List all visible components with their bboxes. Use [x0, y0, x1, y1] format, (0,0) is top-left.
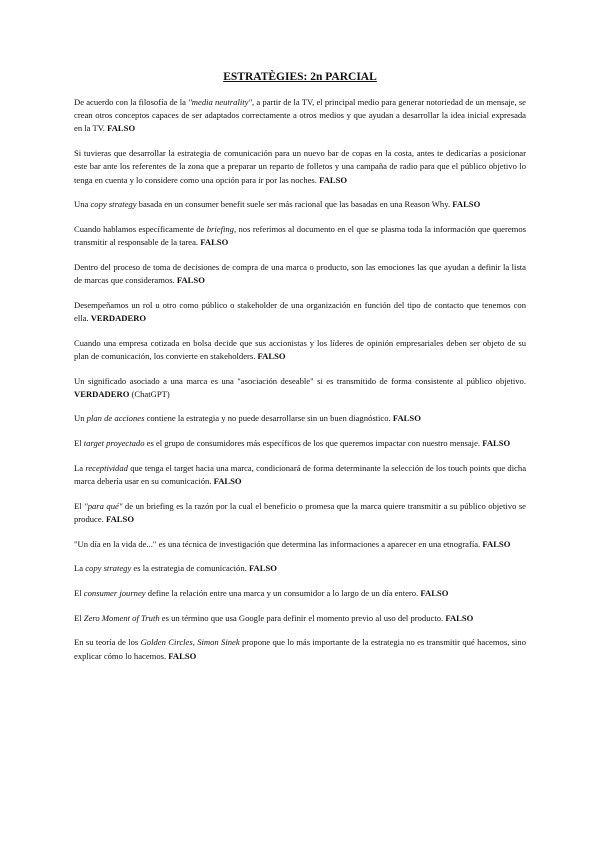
- question-text: De acuerdo con la filosofía de la: [74, 97, 189, 107]
- answer-label: FALSO: [200, 237, 229, 248]
- answer-label: FALSO: [168, 650, 197, 661]
- question-text: Cuando hablamos específicamente de: [74, 223, 207, 234]
- answer-label: FALSO: [319, 174, 348, 185]
- question-item: [74, 538, 526, 551]
- question-term: receptividad: [85, 462, 128, 473]
- question-item: [74, 636, 526, 662]
- answer-label: FALSO: [420, 588, 449, 599]
- question-text: Si tuvieras que desarrollar la estrategia de comunicación para un nuevo bar de copas en la costa, antes te dedicarías a posicionar este bar ante los referentes de la zona que a preparar un reparto de folletos y una campaña de radio para que el público objetivo lo tenga en cuenta y lo considere como una opción para ir por las noches.: [74, 148, 526, 185]
- question-text: de un briefing es la razón por la cual el beneficio o promesa que la marca quiere transmitir a su público objetivo se produce.: [74, 500, 526, 524]
- question-term: copy strategy: [90, 199, 137, 210]
- answer-label: FALSO: [213, 476, 242, 487]
- question-term: Golden Circles: [140, 637, 193, 648]
- answer-label: FALSO: [392, 413, 421, 424]
- question-text: La: [74, 462, 86, 473]
- answer-label: FALSO: [105, 513, 134, 524]
- question-item: [74, 412, 526, 425]
- answer-label: FALSO: [257, 350, 286, 361]
- question-item: [74, 96, 526, 136]
- answer-label: FALSO: [445, 612, 474, 623]
- question-text: Dentro del proceso de toma de decisiones de compra de una marca o producto, son las emociones las que ayudan a definir la lista de marcas que consideramos.: [74, 261, 526, 286]
- question-list: [74, 96, 526, 663]
- answer-label: FALSO: [248, 563, 277, 574]
- answer-label: VERDADERO: [74, 388, 130, 399]
- question-item: [74, 223, 526, 249]
- question-item: [74, 299, 526, 325]
- question-item: [74, 261, 526, 287]
- answer-label: FALSO: [176, 275, 205, 286]
- question-text: La: [74, 563, 86, 574]
- question-text: Un significado asociado a una marca es una "asociación deseable" si es transmitido de forma consistente al público objetivo.: [74, 375, 526, 386]
- document-title: ESTRATÈGIES: 2n PARCIAL: [223, 71, 377, 83]
- question-text: que tenga el target hacia una marca, condicionará de forma determinante la selección de los touch points que dicha marca debería usar en su comunicación.: [74, 462, 527, 487]
- question-term: Zero Moment of Truth: [83, 612, 160, 623]
- question-term: briefing: [206, 223, 234, 234]
- question-text: "Un día en la vida de..." es una técnica de investigación que determina las informaciones a aparecer en una etnografía.: [74, 538, 481, 549]
- question-text: El: [74, 438, 84, 449]
- question-text: ,: [192, 637, 198, 648]
- answer-label: FALSO: [482, 438, 511, 449]
- question-text: propone que lo más importante de la estrategia no es transmitir qué hacemos, sino explicar cómo lo hacemos.: [74, 637, 526, 661]
- question-text: basada en un consumer benefit suele ser más racional que las basadas en una Reason Why.: [136, 199, 451, 210]
- question-term: copy strategy: [85, 563, 132, 574]
- question-text: es el grupo de consumidores más específicos de los que queremos impactar con nuestro mensaje.: [144, 438, 481, 449]
- answer-label: VERDADERO: [90, 312, 147, 323]
- answer-label: FALSO: [452, 199, 481, 210]
- question-text: es un término que usa Google para definir el momento previo al uso del producto.: [159, 612, 444, 623]
- question-term: "media neutrality": [188, 97, 253, 107]
- question-item: [74, 500, 526, 526]
- question-item: [74, 562, 526, 575]
- question-text: Cuando una empresa cotizada en bolsa decide que sus accionistas y los líderes de opinión empresariales deben ser objeto de su plan de comunicación, los convierte en stakeholders.: [74, 337, 526, 361]
- question-text: El: [74, 588, 84, 599]
- question-item: [74, 437, 526, 450]
- question-item: [74, 337, 526, 363]
- question-text: En su teoría de los: [74, 637, 141, 648]
- question-text: , a partir de la TV, el principal medio para generar notoriedad de un mensaje, se crean otros conceptos capaces de ser adaptados correctamente a otros medios y que ayudan a desarrollar la idea inicial expresada en la TV.: [74, 97, 526, 134]
- question-item: [74, 587, 526, 600]
- question-term: consumer journey: [83, 588, 146, 599]
- question-text: , nos referimos al documento en el que se plasma toda la información que queremos transmitir al responsable de la tarea.: [74, 223, 526, 248]
- question-term: plan de acciones: [86, 413, 145, 424]
- question-text: es la estrategia de comunicación.: [131, 563, 247, 574]
- question-term: "para qué": [84, 500, 123, 511]
- question-item: [74, 375, 526, 401]
- question-term: target proyectado: [83, 438, 145, 449]
- question-text: Una: [74, 199, 91, 210]
- question-item: [74, 462, 526, 488]
- question-text: Un: [74, 413, 87, 424]
- question-text: Desempeñamos un rol u otro como público o stakeholder de una organización en función del tipo de contacto que tenemos con ella.: [74, 299, 526, 323]
- question-item: [74, 198, 526, 211]
- question-text: contiene la estrategia y no puede desarrollarse sin un buen diagnóstico.: [144, 413, 391, 424]
- question-item: [74, 147, 526, 187]
- answer-source-note: (ChatGPT): [129, 388, 170, 399]
- question-item: [74, 612, 526, 625]
- question-text: El: [74, 612, 84, 623]
- question-term: Simon Sinek: [197, 637, 240, 648]
- answer-label: FALSO: [107, 123, 136, 134]
- question-text: El: [74, 500, 85, 511]
- question-text: define la relación entre una marca y un consumidor a lo largo de un día entero.: [145, 588, 419, 599]
- answer-label: FALSO: [482, 538, 511, 549]
